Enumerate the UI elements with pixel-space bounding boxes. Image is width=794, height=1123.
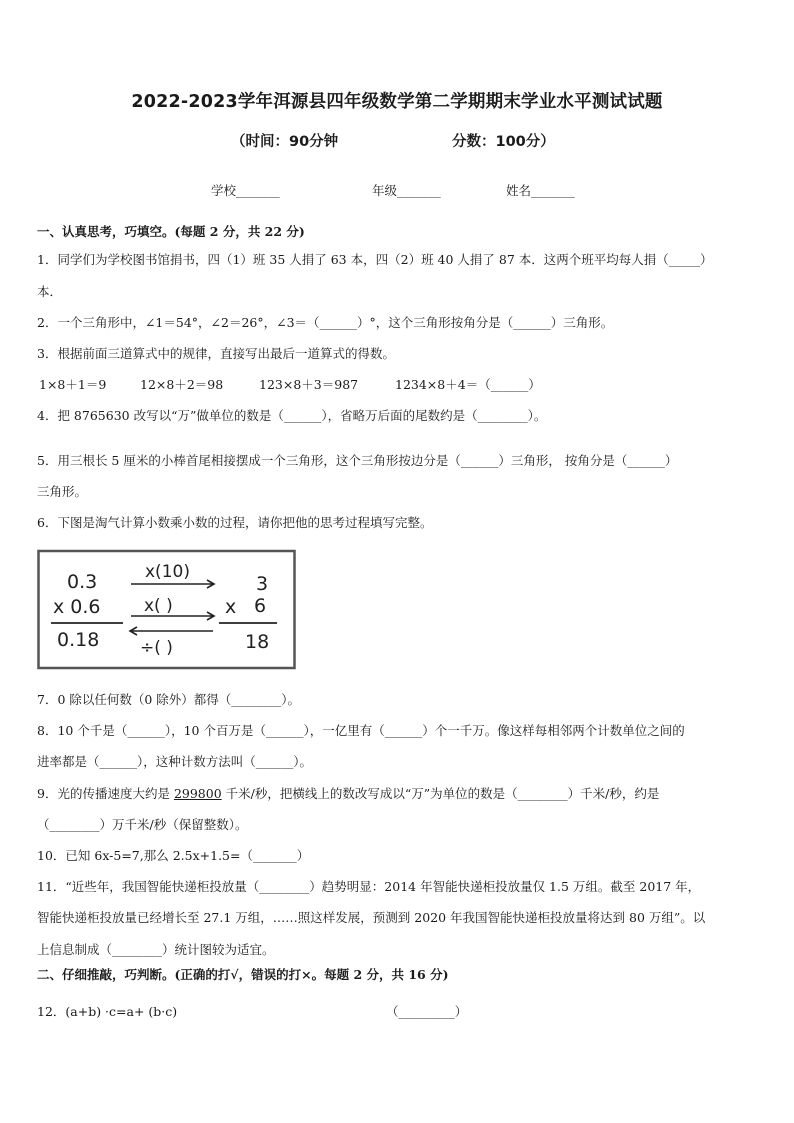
fig-right-mid: 6: [254, 595, 267, 617]
page-title: 2022-2023学年洱源县四年级数学第二学期期末学业水平测试试题: [131, 92, 663, 112]
underlined-number: 299800: [173, 786, 222, 801]
fig-arrow-mid-label: x( ): [144, 596, 173, 616]
fig-arrow-bot-label: ÷( ): [140, 638, 173, 658]
question-5: 5．用三根长 5 厘米的小棒首尾相接摆成一个三角形，这个三角形按边分是（______）三角形， 按角分是（______）: [37, 453, 678, 468]
name-field: 姓名_______: [506, 183, 575, 198]
question-7: 7．0 除以任何数（0 除外）都得（________）。: [37, 692, 301, 707]
question-11-cont1: 智能快递柜投放量已经增长至 27.1 万组，……照这样发展，预测到 2020 年我国智能快递柜投放量将达到 80 万组”。以: [37, 910, 706, 925]
decimal-multiplication-figure: [37, 548, 296, 671]
question-3: 3．根据前面三道算式中的规律，直接写出最后一道算式的得数。: [37, 346, 395, 361]
fig-right-bot: 18: [245, 631, 270, 653]
question-1-cont: 本．: [37, 284, 63, 299]
question-1: 1．同学们为学校图书馆捐书，四（1）班 35 人捐了 63 本，四（2）班 40 人捐了 87 本．这两个班平均每人捐（_____）: [37, 252, 713, 267]
exam-score: 分数：100分）: [452, 134, 555, 150]
question-9-pre: 9．光的传播速度大约是: [37, 786, 174, 801]
question-12: 12．(a+b) ·c=a+ (b·c): [37, 1004, 178, 1019]
question-12-answer-blank: （_________）: [386, 1004, 468, 1019]
question-6: 6．下图是淘气计算小数乘小数的过程，请你把他的思考过程填写完整。: [37, 515, 433, 530]
question-8: 8．10 个千是（______），10 个百万是（______），一亿里有（______）个一千万。像这样每相邻两个计数单位之间的: [37, 723, 685, 738]
fig-right-top: 3: [256, 573, 269, 595]
question-3-eq1: 1×8＋1＝9: [39, 377, 107, 392]
question-2: 2．一个三角形中，∠1＝54°，∠2＝26°，∠3＝（______）°，这个三角形按角分是（______）三角形。: [37, 315, 614, 330]
question-10: 10．已知 6x-5=7,那么 2.5x+1.5=（_______）: [37, 848, 310, 863]
school-field: 学校_______: [211, 183, 280, 198]
question-3-eq3: 123×8＋3＝987: [259, 377, 359, 392]
question-11-cont2: 上信息制成（________）统计图较为适宜。: [37, 942, 275, 957]
fig-arrow-bot: [130, 627, 213, 635]
question-5-cont: 三角形。: [37, 484, 88, 499]
exam-time: （时间：90分钟: [231, 134, 339, 150]
question-4: 4．把 8765630 改写以“万”做单位的数是（______），省略万后面的尾数约是（________）。: [37, 408, 547, 423]
question-8-cont: 进率都是（______），这种计数方法叫（______）。: [37, 754, 313, 769]
grade-field: 年级_______: [372, 183, 441, 198]
question-9-post: 千米/秒，把横线上的数改写成以“万”为单位的数是（________）千米/秒，约是: [221, 786, 660, 801]
fig-arrow-top-label: x(10): [145, 562, 190, 582]
fig-right-x: x: [225, 596, 237, 618]
section1-heading: 一、认真思考，巧填空。(每题 2 分，共 22 分): [37, 224, 305, 239]
fig-left-bot: 0.18: [57, 629, 100, 651]
section2-heading: 二、仔细推敲，巧判断。(正确的打√，错误的打×。每题 2 分，共 16 分): [37, 967, 449, 982]
question-3-eq4: 1234×8＋4＝（______）: [395, 377, 541, 392]
question-9-cont: （________）万千米/秒（保留整数）。: [37, 817, 248, 832]
question-3-eq2: 12×8＋2＝98: [140, 377, 224, 392]
fig-left-mid: x 0.6: [53, 596, 101, 618]
question-11: 11．“近些年，我国智能快递柜投放量（________）趋势明显：2014 年智能快递柜投放量仅 1.5 万组。截至 2017 年，: [37, 879, 701, 894]
fig-left-top: 0.3: [67, 571, 98, 593]
question-9: [37, 784, 659, 802]
